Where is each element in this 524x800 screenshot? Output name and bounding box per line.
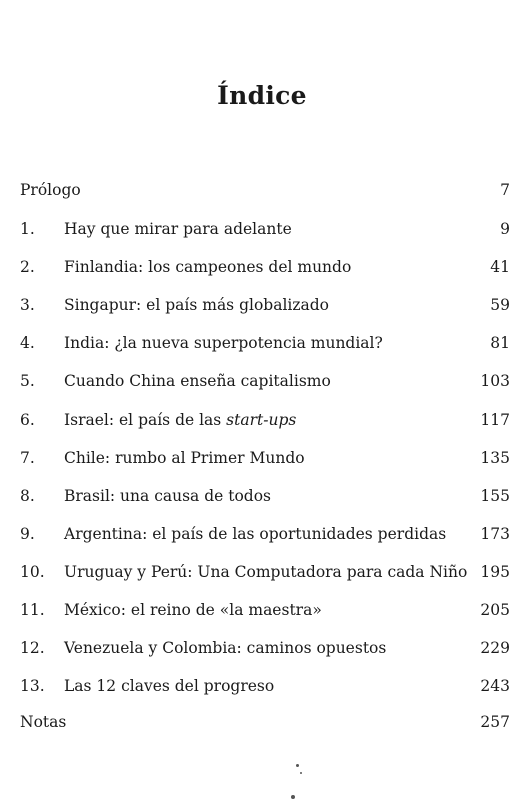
toc-entry (0, 446, 524, 470)
page-title: Índice (217, 80, 307, 110)
chapter-title (64, 293, 329, 317)
chapter-title (64, 522, 446, 546)
toc-entry (0, 674, 524, 698)
toc-entry (0, 560, 524, 584)
chapter-title-text: México: el reino de «la maestra» (64, 601, 322, 619)
chapter-number: 1. (20, 220, 35, 238)
toc-entry (0, 293, 524, 317)
page-number: 135 (480, 449, 510, 467)
chapter-title (64, 484, 271, 508)
chapter-number: 10. (20, 563, 45, 581)
chapter-title-text: Israel: el país de las (64, 411, 227, 429)
chapter-title-text: Uruguay y Perú: Una Computadora para cada Niño (64, 563, 468, 581)
page-number: 155 (480, 487, 510, 505)
chapter-number: 8. (20, 487, 35, 505)
chapter-title-text: Finlandia: los campeones del mundo (64, 258, 352, 276)
chapter-title-text: Singapur: el país más globalizado (64, 296, 330, 314)
chapter-title-text: India: ¿la nueva superpotencia mundial? (64, 334, 383, 352)
chapter-title (64, 674, 274, 698)
chapter-number: 5. (20, 372, 35, 390)
print-speck (300, 772, 302, 774)
entry-title: Prólogo (20, 181, 81, 199)
page-number: 7 (500, 181, 510, 199)
chapter-title (64, 369, 331, 393)
chapter-title-italic: start-ups (226, 411, 297, 429)
chapter-number: 9. (20, 525, 35, 543)
page-number: 229 (480, 639, 510, 657)
page-number: 257 (480, 713, 510, 731)
chapter-title (64, 217, 292, 241)
page-number: 81 (490, 334, 510, 352)
chapter-number: 7. (20, 449, 35, 467)
toc-entry-notes (0, 710, 524, 734)
page-number: 205 (480, 601, 510, 619)
toc-entry-prologue (0, 178, 524, 202)
chapter-number: 6. (20, 411, 35, 429)
page-number: 9 (500, 220, 510, 238)
chapter-number: 12. (20, 639, 45, 657)
print-speck (296, 764, 299, 767)
chapter-title (64, 408, 296, 432)
entry-title: Notas (20, 713, 67, 731)
chapter-number: 11. (20, 601, 45, 619)
chapter-title (64, 255, 351, 279)
chapter-title (64, 560, 467, 584)
chapter-title-text: Las 12 claves del progreso (64, 677, 275, 695)
page-number: 243 (480, 677, 510, 695)
page-number: 59 (490, 296, 510, 314)
chapter-number: 3. (20, 296, 35, 314)
chapter-title (64, 446, 305, 470)
toc-entry (0, 636, 524, 660)
chapter-title (64, 598, 322, 622)
chapter-title-text: Argentina: el país de las oportunidades perdidas (64, 525, 447, 543)
page-number: 41 (490, 258, 510, 276)
toc-entry (0, 408, 524, 432)
toc-entry (0, 217, 524, 241)
print-speck (291, 795, 295, 799)
chapter-title-text: Cuando China enseña capitalismo (64, 372, 331, 390)
toc-entry (0, 484, 524, 508)
chapter-title-text: Brasil: una causa de todos (64, 487, 272, 505)
page-number: 103 (480, 372, 510, 390)
chapter-title-text: Chile: rumbo al Primer Mundo (64, 449, 305, 467)
chapter-title-text: Venezuela y Colombia: caminos opuestos (64, 639, 387, 657)
chapter-title (64, 636, 386, 660)
toc-entry (0, 331, 524, 355)
chapter-title (64, 331, 383, 355)
toc-entry (0, 255, 524, 279)
toc-entry (0, 522, 524, 546)
toc-entry (0, 598, 524, 622)
page-number: 195 (480, 563, 510, 581)
page-number: 173 (480, 525, 510, 543)
chapter-title-text: Hay que mirar para adelante (64, 220, 292, 238)
page-number: 117 (480, 411, 510, 429)
chapter-number: 4. (20, 334, 35, 352)
chapter-number: 13. (20, 677, 45, 695)
chapter-number: 2. (20, 258, 35, 276)
toc-entry (0, 369, 524, 393)
